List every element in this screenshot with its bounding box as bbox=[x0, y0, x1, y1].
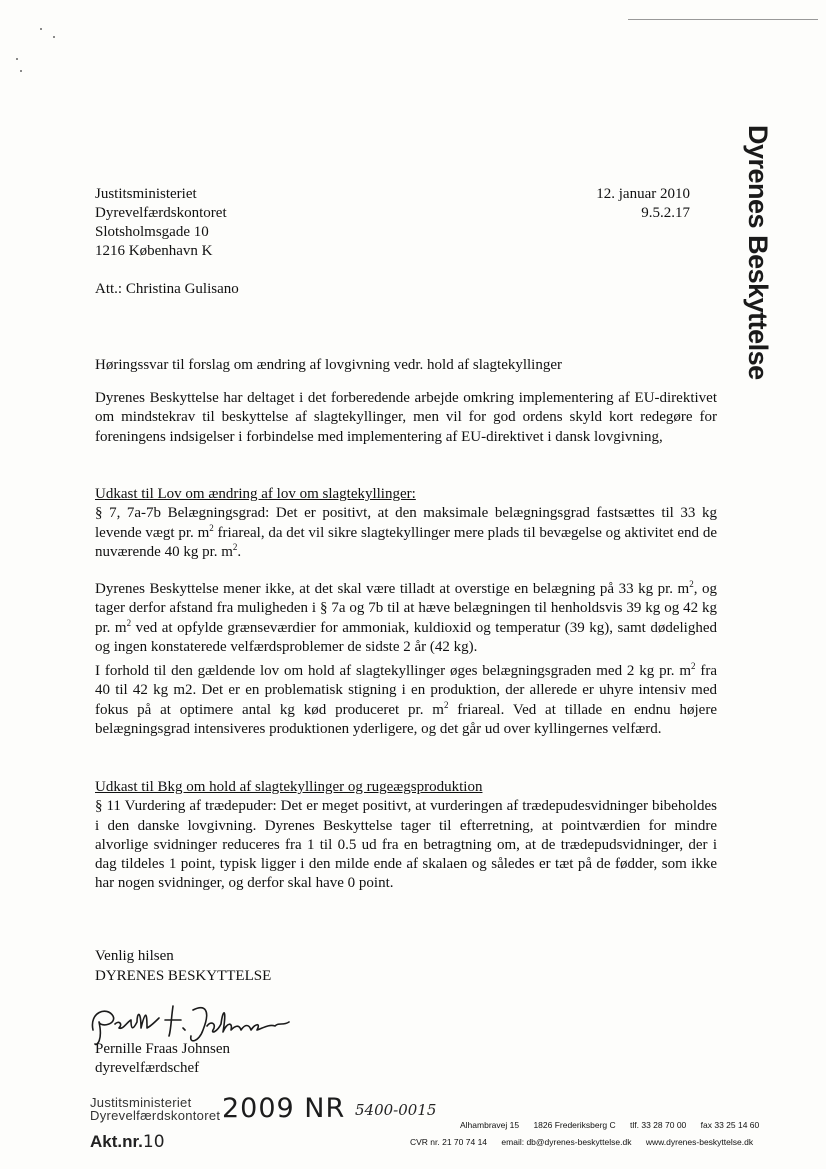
received-stamp bbox=[90, 1096, 220, 1122]
scan-speck bbox=[20, 70, 22, 72]
scan-speck bbox=[40, 28, 42, 30]
logo-text: Dyrenes Beskyttelse bbox=[743, 125, 773, 380]
scan-speck bbox=[53, 36, 55, 38]
letter-date: 12. januar 2010 bbox=[596, 186, 690, 202]
date-block bbox=[540, 185, 690, 223]
stamp-year-number: 2009 NR bbox=[222, 1093, 346, 1124]
footer-email: email: db@dyrenes-beskyttelse.dk bbox=[501, 1137, 632, 1147]
signer-name: Pernille Fraas Johnsen bbox=[95, 1041, 230, 1057]
signer-title: dyrevelfærdschef bbox=[95, 1060, 200, 1076]
intro-paragraph bbox=[95, 389, 717, 447]
intro-text: Dyrenes Beskyttelse har deltaget i det forberedende arbejde omkring implementering af EU-direktivet om mindstekrav til beskyttelse af slagtekyllinger, men vil for god ordens skyld kort redegøre for foreningens indsigelser i forbindelse med implementering af EU-direktivet i dansk lovgivning, bbox=[95, 390, 717, 445]
akt-label: Akt.nr. bbox=[90, 1132, 143, 1151]
footer-street: Alhambravej 15 bbox=[460, 1120, 520, 1130]
footer-contact-line bbox=[410, 1137, 765, 1147]
footer-address-line bbox=[460, 1120, 771, 1130]
section-2-paragraph-1: § 11 Vurdering af trædepuder: Det er meget positivt, at vurderingen af trædepudesvidninger bibeholdes i den danske lovgivning. Dyrenes Beskyttelse tager til efterretning, at pointværdien for mindre alvorlige svidninger reduceres fra 1 til 0.5 ud fra en betragtning om, at de trædepudsvidninger, der i dag tildeles 1 point, typisk ligger i den milde ende af skalaen og således er tæt på de fødder, som ikke har nogen svidninger, og derfor skal have 0 point. bbox=[95, 798, 717, 892]
section-2 bbox=[95, 778, 717, 894]
section-1 bbox=[95, 485, 717, 562]
sender-organization: DYRENES BESKYTTELSE bbox=[95, 968, 272, 984]
section-1-heading: Udkast til Lov om ændring af lov om slagtekyllinger: bbox=[95, 486, 416, 502]
scan-edge-line bbox=[628, 19, 818, 20]
organization-logo bbox=[742, 125, 782, 425]
address-line: 1216 København K bbox=[95, 243, 213, 259]
letter-subject: Høringssvar til forslag om ændring af lovgivning vedr. hold af slagtekyllinger bbox=[95, 357, 563, 373]
section-2-heading: Udkast til Bkg om hold af slagtekyllinger og rugeægsproduktion bbox=[95, 779, 483, 795]
attention-line: Att.: Christina Gulisano bbox=[95, 281, 239, 297]
reference-number: 9.5.2.17 bbox=[641, 205, 690, 221]
akt-value: 10 bbox=[142, 1132, 165, 1152]
stamp-office: Dyrevelfærdskontoret bbox=[90, 1108, 221, 1123]
footer-city: 1826 Frederiksberg C bbox=[533, 1120, 616, 1130]
address-line: Dyrevelfærdskontoret bbox=[95, 205, 227, 221]
recipient-address bbox=[95, 185, 227, 261]
footer-cvr: CVR nr. 21 70 74 14 bbox=[410, 1137, 488, 1147]
stamp-akt-number bbox=[90, 1132, 165, 1152]
section-1-paragraph-3: I forhold til den gældende lov om hold af slagtekyllinger øges belægningsgraden med 2 kg pr. $m^2$ fra 40 til 42 kg m2. Det er en problematisk stigning i en produktion, der allerede er uhyre intensiv med fokus på at optimere antal kg kød produceret pr. $m^2$ friareal. Ved at tillade en endnu højere belægningsgrad intensiveres produktionen yderligere, og det går ud over kyllingernes velfærd. bbox=[95, 661, 717, 737]
section-1-paragraph-2: Dyrenes Beskyttelse mener ikke, at det skal være tilladt at overstige en belægning på 33 kg pr. $m^2$, og tager derfor afstand fra muligheden i § 7a og 7b til at hæve belægningen til henholdsvis 39 kg og 42 kg pr. $m^2$ ved at opfylde grænseværdier for ammoniak, kuldioxid og temperatur (39 kg), samt dødelighed og ingen konstaterede velfærdsproblemer de sidste 2 år (42 kg). bbox=[95, 579, 717, 655]
address-line: Slotsholmsgade 10 bbox=[95, 224, 209, 240]
footer-web: www.dyrenes-beskyttelse.dk bbox=[645, 1137, 754, 1147]
stamp-case-number: 5400-0015 bbox=[355, 1101, 437, 1119]
footer-phone: tlf. 33 28 70 00 bbox=[630, 1120, 687, 1130]
footer-fax: fax 33 25 14 60 bbox=[700, 1120, 760, 1130]
section-1-paragraph-1: § 7, 7a-7b Belægningsgrad: Det er positivt, at den maksimale belægningsgrad fastsættes til 33 kg levende vægt pr. $m^2$ friareal, da det vil sikre slagtekyllinger mere plads til bevægelse og aktivitet end de nuværende 40 kg pr. $m^2$. bbox=[95, 505, 717, 560]
closing-block bbox=[95, 946, 271, 986]
greeting: Venlig hilsen bbox=[95, 948, 174, 964]
stamp-ministry: Justitsministeriet bbox=[90, 1095, 192, 1110]
scan-speck bbox=[16, 58, 18, 60]
address-line: Justitsministeriet bbox=[95, 186, 197, 202]
signer-block bbox=[95, 1040, 230, 1078]
